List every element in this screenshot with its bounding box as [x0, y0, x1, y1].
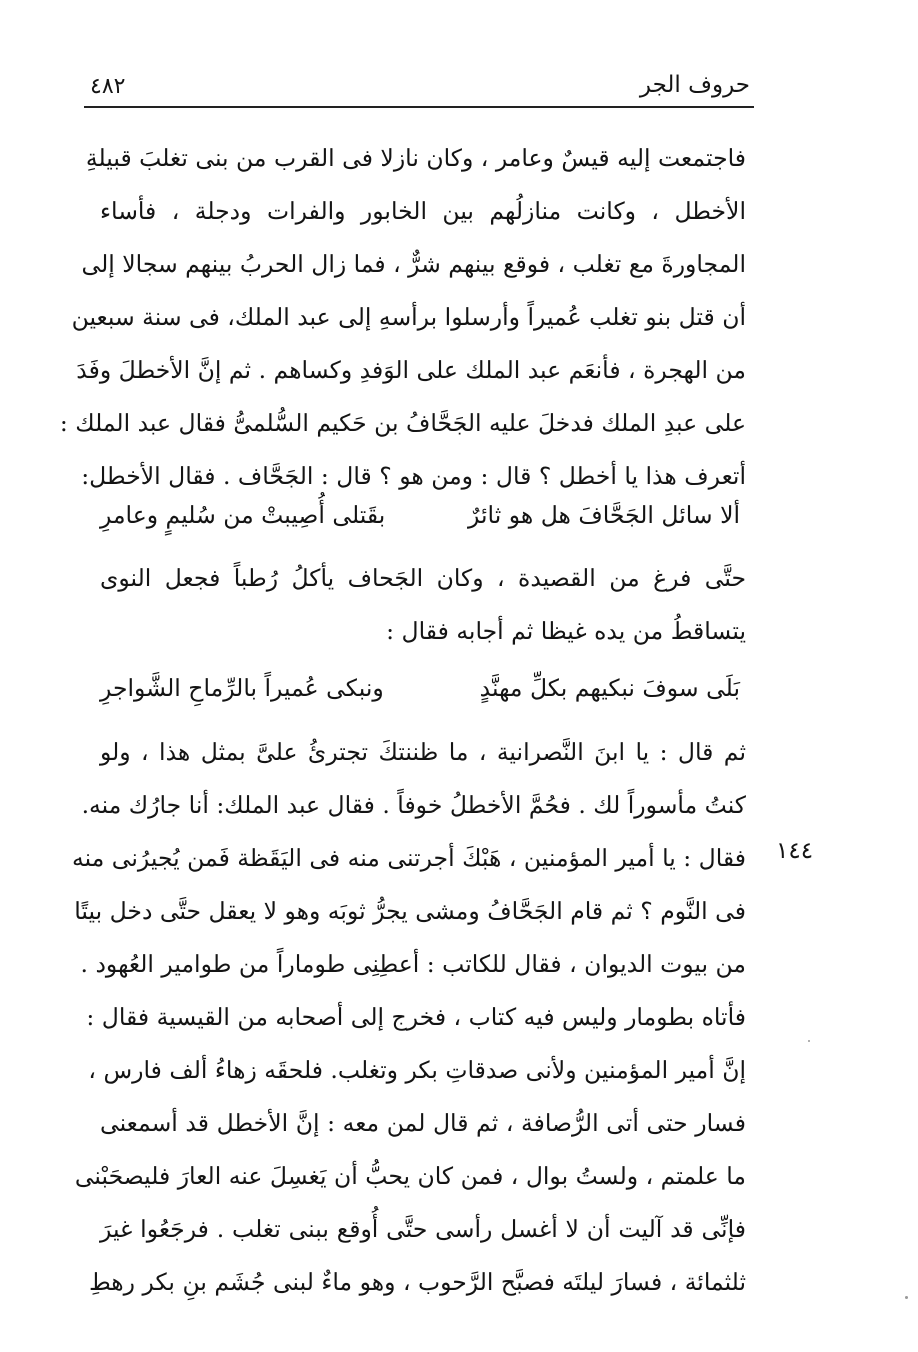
text-line: كنتُ مأسوراً لك . فحُمَّ الأخطلُ خوفاً . فقال عبد الملك: أنا جارُك منه.: [81, 791, 746, 819]
paragraph-response: [100, 552, 746, 658]
margin-verse-number: ١٤٤: [776, 838, 814, 864]
poem-verse-2: [100, 660, 746, 716]
paper-speck: [905, 1296, 908, 1299]
text-line: أن قتل بنو تغلب عُميراً وأرسلوا برأسهِ إلى عبد الملك، فى سنة سبعين: [71, 303, 746, 331]
text-line: فأتاه بطومار وليس فيه كتاب ، فخرج إلى أصحابه من القيسية فقال :: [86, 1003, 746, 1031]
paragraph-intro: [59, 132, 746, 503]
poem-verse-1: [100, 487, 746, 543]
page-number: ٤٨٢: [90, 74, 126, 99]
text-line: من بيوت الديوان ، فقال للكاتب : أعطِنِى طوماراً من طوامير العُهود .: [80, 950, 746, 978]
running-title: حروف الجر: [639, 72, 750, 98]
text-line: فقال : يا أمير المؤمنين ، هَبْكَ أجرتنى منه فى اليَقَظة فَمن يُجيرُنى منه: [72, 844, 746, 872]
text-line: يتساقطُ من يده غيظا ثم أجابه فقال :: [386, 617, 746, 645]
page-header: [90, 68, 750, 104]
text-line: المجاورةَ مع تغلب ، فوقع بينهم شرٌّ ، فما زال الحربُ بينهم سجالا إلى: [81, 250, 746, 278]
verse-first-hemistich: بَلَى سوفَ نبكيهم بكلِّ مهنَّدٍ: [479, 674, 740, 702]
text-line: حتَّى فرغ من القصيدة ، وكان الجَحاف يأكلُ رُطباً فجعل النوى: [100, 564, 746, 592]
text-line: ثم قال : يا ابنَ النَّصرانية ، ما ظننتكَ تجترئُ علىَّ بمثل هذا ، ولو: [100, 738, 746, 766]
paragraph-narrative: [72, 726, 746, 1309]
text-line: فإنِّى قد آليت أن لا أغسل رأسى حتَّى أُوقع ببنى تغلب . فرجَعُوا غيرَ: [100, 1215, 746, 1243]
text-line: من الهجرة ، فأنعَم عبد الملك على الوَفدِ وكساهم . ثم إنَّ الأخطلَ وفَدَ: [76, 356, 746, 384]
paper-speck: [808, 1040, 810, 1042]
text-line: فاجتمعت إليه قيسٌ وعامر ، وكان نازلا فى القرب من بنى تغلبَ قبيلةِ: [85, 144, 746, 172]
verse-second-hemistich: ونبكى عُميراً بالرِّماحِ الشَّواجرِ: [100, 674, 384, 702]
verse-first-hemistich: ألا سائل الجَحَّافَ هل هو ثائرٌ: [468, 501, 740, 529]
header-divider: [84, 106, 754, 108]
text-line: ثلثمائة ، فسارَ ليلتَه فصبَّح الرَّحوب ، وهو ماءٌ لبنى جُشَم بنِ بكر رهطِ: [88, 1268, 746, 1296]
text-line: أتعرف هذا يا أخطل ؟ قال : ومن هو ؟ قال : الجَحَّاف . فقال الأخطل:: [81, 462, 746, 490]
text-line: على عبدِ الملك فدخلَ عليه الجَحَّافُ بن حَكيم السُّلمىُّ فقال عبد الملك :: [59, 409, 746, 437]
text-line: فى النَّوم ؟ ثم قام الجَحَّافُ ومشى يجرُّ ثوبَه وهو لا يعقل حتَّى دخل بيتًا: [74, 897, 746, 925]
text-line: الأخطل ، وكانت منازلُهم بين الخابور والفرات ودجلة ، فأساء: [100, 197, 746, 225]
verse-second-hemistich: بقَتلى أُصِيبتْ من سُليمٍ وعامرِ: [100, 501, 386, 529]
text-line: ما علمتم ، ولستُ بوال ، فمن كان يحبُّ أن يَغسِلَ عنه العارَ فليصحَبْنى: [74, 1162, 746, 1190]
text-line: فسار حتى أتى الرُّصافة ، ثم قال لمن معه : إنَّ الأخطل قد أسمعنى: [100, 1109, 746, 1137]
text-line: إنَّ أمير المؤمنين ولأنى صدقاتِ بكر وتغلب. فلحقَه زهاءُ ألف فارس ،: [88, 1056, 746, 1084]
